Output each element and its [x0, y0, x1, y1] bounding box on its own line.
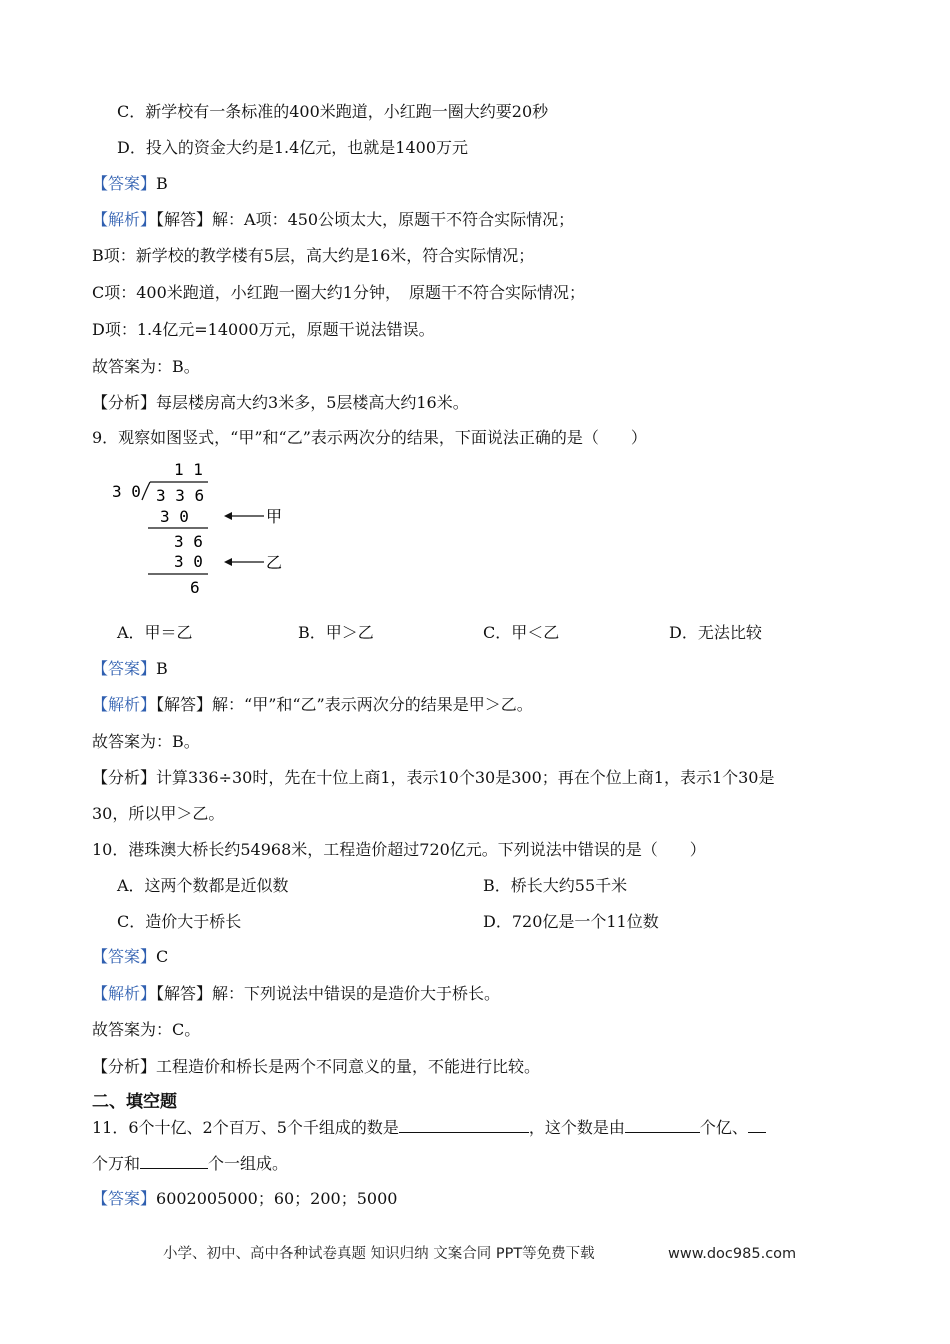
division-quotient: 1 1: [174, 460, 203, 479]
q10-option-b: B．桥长大约55千米: [483, 876, 628, 895]
footer-text: 小学、初中、高中各种试卷真题 知识归纳 文案合同 PPT等免费下载: [163, 1246, 595, 1262]
q9-option-d: D．无法比较: [669, 623, 762, 642]
q11-blank-3[interactable]: [748, 1116, 766, 1133]
q10-option-c: C．造价大于桥长: [117, 912, 242, 931]
q8-analysis-line3: C项：400米跑道，小红跑一圈大约1分钟， 原题干不符合实际情况；: [92, 283, 585, 302]
footer-url[interactable]: www.doc985.com: [668, 1246, 797, 1262]
arrow-yi-head: [224, 558, 232, 566]
fenxi-text: 计算336÷30时，先在十位上商1，表示10个30是300；再在个位上商1，表示1个30是: [156, 768, 775, 787]
q11-blank-1[interactable]: [399, 1116, 529, 1133]
q11-blank-2[interactable]: [625, 1116, 700, 1133]
analysis-tag: 【解析】: [92, 984, 157, 1003]
long-division-figure: [100, 456, 300, 602]
q11-answer: [92, 1188, 397, 1210]
division-bracket: [142, 482, 150, 500]
q10-question: 10．港珠澳大桥长约54968米，工程造价超过720亿元。下列说法中错误的是（ ）: [92, 840, 706, 859]
label-jia: 甲: [266, 507, 283, 526]
q11-text-5: 个一组成。: [208, 1154, 289, 1173]
answer-value: B: [156, 174, 168, 193]
division-dividend: 3 3 6: [156, 486, 205, 505]
arrow-jia-head: [224, 512, 232, 520]
answer-tag: 【答案】: [92, 1189, 157, 1208]
q11-question: [92, 1116, 766, 1138]
q11-question-line2: [92, 1152, 288, 1174]
q10-answer: [92, 946, 168, 968]
q10-fenxi: [92, 1056, 540, 1078]
q10-option-d: D．720亿是一个11位数: [483, 912, 659, 931]
q8-option-c: C．新学校有一条标准的400米跑道，小红跑一圈大约要20秒: [117, 102, 549, 121]
q8-conclusion: 故答案为：B。: [92, 357, 200, 376]
answer-value: 6002005000；60；200；5000: [156, 1189, 398, 1208]
q8-analysis-line2: B项：新学校的教学楼有5层，高大约是16米，符合实际情况；: [92, 246, 535, 265]
division-remainder: 6: [190, 578, 200, 597]
division-step1: 3 0: [160, 507, 189, 526]
analysis-tag: 【解析】: [92, 695, 157, 714]
q9-option-a: A．甲＝乙: [117, 623, 193, 642]
answer-tag: 【答案】: [92, 947, 157, 966]
fenxi-text: 每层楼房高大约3米多，5层楼高大约16米。: [156, 393, 469, 412]
q11-text-4: 个万和: [92, 1154, 141, 1173]
q9-option-b: B．甲＞乙: [298, 623, 374, 642]
section-title: 二、填空题: [92, 1092, 177, 1112]
division-step3: 3 0: [174, 552, 203, 571]
analysis-text: 【解答】解：“甲”和“乙”表示两次分的结果是甲＞乙。: [156, 695, 533, 714]
q9-question: 9．观察如图竖式，“甲”和“乙”表示两次分的结果，下面说法正确的是（ ）: [92, 428, 647, 447]
q8-fenxi: [92, 392, 469, 414]
q10-analysis: [92, 983, 500, 1005]
q9-fenxi-line2: 30，所以甲＞乙。: [92, 804, 225, 823]
q11-blank-4[interactable]: [140, 1152, 208, 1169]
fenxi-tag: 【分析】: [92, 393, 157, 412]
q11-text-2: ，这个数是由: [528, 1118, 625, 1137]
fenxi-text: 工程造价和桥长是两个不同意义的量，不能进行比较。: [156, 1057, 541, 1076]
analysis-text: 【解答】解：A项：450公顷太大，原题干不符合实际情况；: [156, 210, 575, 229]
analysis-tag: 【解析】: [92, 210, 157, 229]
q8-option-d: D．投入的资金大约是1.4亿元，也就是1400万元: [117, 138, 468, 157]
q8-analysis: [92, 209, 574, 231]
q9-option-c: C．甲＜乙: [483, 623, 560, 642]
q9-analysis: [92, 694, 533, 716]
fenxi-tag: 【分析】: [92, 768, 157, 787]
analysis-text: 【解答】解：下列说法中错误的是造价大于桥长。: [156, 984, 501, 1003]
q9-conclusion: 故答案为：B。: [92, 732, 200, 751]
q11-text-1: 11．6个十亿、2个百万、5个千组成的数是: [92, 1118, 399, 1137]
q8-answer: [92, 173, 168, 195]
answer-value: B: [156, 659, 168, 678]
division-step2: 3 6: [174, 532, 203, 551]
q9-answer: [92, 658, 168, 680]
answer-tag: 【答案】: [92, 174, 157, 193]
division-divisor: 3 0: [112, 482, 141, 501]
answer-tag: 【答案】: [92, 659, 157, 678]
answer-value: C: [156, 947, 169, 966]
q9-fenxi: [92, 767, 774, 789]
q10-option-a: A．这两个数都是近似数: [117, 876, 289, 895]
q10-conclusion: 故答案为：C。: [92, 1020, 201, 1039]
q8-analysis-line4: D项：1.4亿元=14000万元，原题干说法错误。: [92, 320, 435, 339]
fenxi-tag: 【分析】: [92, 1057, 157, 1076]
q11-text-3: 个亿、: [699, 1118, 748, 1137]
label-yi: 乙: [266, 553, 283, 572]
